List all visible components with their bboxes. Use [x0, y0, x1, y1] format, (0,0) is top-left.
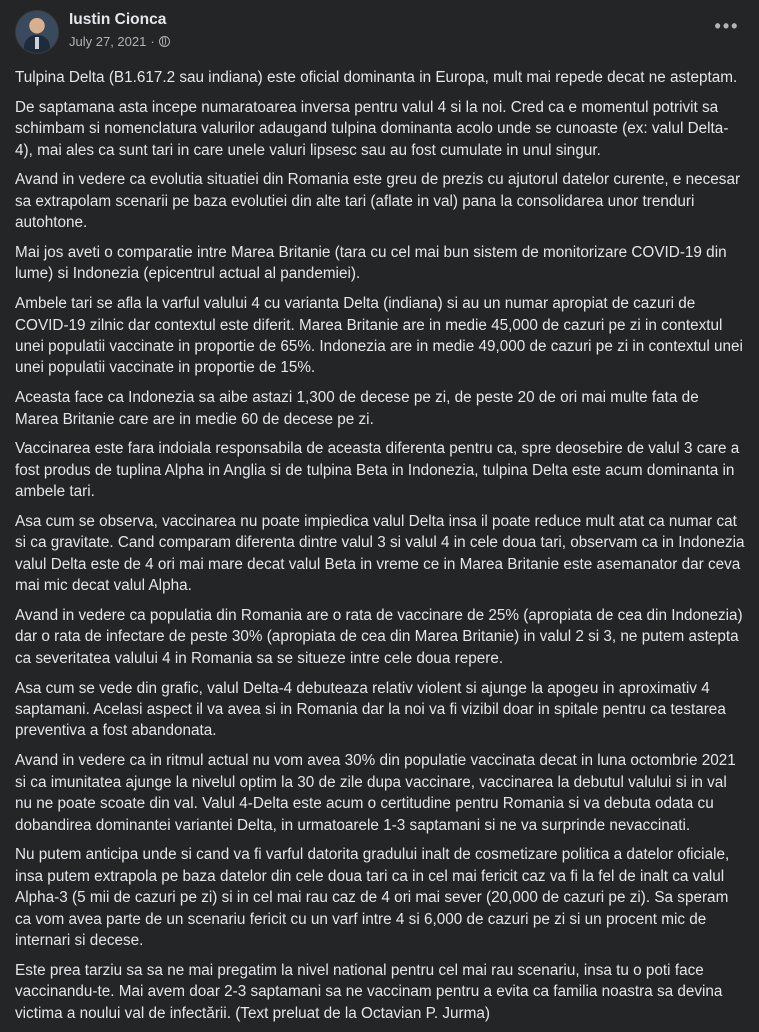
post-paragraph: De saptamana asta incepe numaratoarea inversa pentru valul 4 si la noi. Cred ca e momentul potrivit sa schimbam si nomenclatura valurilor adaugand tulpina dominanta acolo unde se cunoaste (ex: valul Delta-4), mai ales ca sunt tari in care unele valuri lipsesc sau au fost cumulate in unul singur. [15, 98, 729, 159]
post-paragraph: Mai jos aveti o comparatie intre Marea Britanie (tara cu cel mai bun sistem de monitorizare COVID-19 din lume) si Indonezia (epicentrul actual al pandemiei). [15, 244, 727, 283]
more-horizontal-icon: ••• [714, 16, 740, 36]
post-paragraph: Asa cum se observa, vaccinarea nu poate impiedica valul Delta insa il poate reduce mult atat ca numar cat si ca gravitate. Cand comparam diferenta dintre valul 3 si valul 4 in cele doua tari, observam ca in Indonezia valul Delta este de 4 ori mai mare decat valul Beta in vreme ce in Marea Britanie este asemanator dar ceva mai mic decat valul Alpha. [15, 513, 745, 595]
post-paragraph: Vaccinarea este fara indoiala responsabila de aceasta diferenta pentru ca, spre deosebire de valul 3 care a fost produs de tuplina Alpha in Anglia si de tulpina Beta in Indonezia, tulpina Delta este acum dominanta in ambele tari. [15, 440, 740, 501]
post-body [15, 67, 745, 1032]
post-paragraph: Tulpina Delta (B1.617.2 sau indiana) este oficial dominanta in Europa, mult mai repede decat ne asteptam. [15, 69, 738, 86]
meta-separator: · [150, 34, 155, 49]
post-paragraph: Aceasta face ca Indonezia sa aibe astazi 1,300 de decese pe zi, de peste 20 de ori mai multe fata de Marea Britanie care are in medie 60 de decese pe zi. [15, 389, 699, 428]
post-meta [69, 34, 170, 49]
avatar[interactable] [15, 10, 59, 54]
avatar-tie [35, 37, 39, 49]
globe-icon[interactable] [159, 36, 170, 47]
post-paragraph: Avand in vedere ca populatia din Romania are o rata de vaccinare de 25% (apropiata de cea din Indonezia) dar o rata de infectare de peste 30% (apropiata de cea din Marea Britanie) in valul 2 si 3, ne putem astepta ca severitatea valului 4 in Romania sa se situeze intre cele doua repere. [15, 607, 743, 667]
post-paragraph: Este prea tarziu sa sa ne mai pregatim la nivel national pentru cel mai rau scenariu, insa tu o poti face vaccinandu-te. Mai avem doar 2-3 saptamani sa ne vaccinam pentru a evita ca familia noastra sa devina victima a noului val de infectării. (Text preluat de la Octavian P. Jurma) [15, 961, 723, 1022]
post-header [15, 10, 745, 56]
post-paragraph: Asa cum se vede din grafic, valul Delta-4 debuteaza relativ violent si ajunge la apogeu in aproximativ 4 saptamani. Acelasi aspect il va avea si in Romania dar la noi va fi vizibil doar in spitale pentru ca testarea preventiva a fost abandonata. [15, 679, 726, 740]
post-paragraph: Nu putem anticipa unde si cand va fi varful datorita gradului inalt de cosmetizare politica a datelor oficiale, insa putem extrapola pe baza datelor din cele doua tari ca in cel mai fericit caz va fi la fel de inalt ca valul Alpha-3 (5 mii de cazuri pe zi) si in cel mai rau caz de 4 ori mai sever (20,000 de cazuri pe zi). Sa speram ca vom avea parte de un scenariu fericit cu un varf intre 4 si 6,000 de cazuri pe zi si un procent mic de internari si decese. [15, 846, 730, 949]
author-name[interactable]: Iustin Cionca [69, 11, 167, 28]
post-paragraph: Avand in vedere ca in ritmul actual nu vom avea 30% din populatie vaccinata decat in luna octombrie 2021 si ca imunitatea ajunge la nivelul optim la 30 de zile dupa vaccinare, vaccinarea la debutul valului si in val nu ne poate scoate din val. Valul 4-Delta este acum o certitudine pentru Romania si va debuta odata cu dobandirea dominantei variantei Delta, in urmatoarele 1-3 saptamani si ne va surprinde nevaccinati. [15, 752, 736, 834]
post-paragraph: Avand in vedere ca evolutia situatiei din Romania este greu de prezis cu ajutorul datelor curente, e necesar sa extrapolam scenarii pe baza evolutiei din alte tari (aflate in val) pana la consolidarea unor trenduri autohtone. [15, 171, 741, 232]
post-date[interactable]: July 27, 2021 [69, 34, 147, 49]
post-paragraph: Ambele tari se afla la varful valului 4 cu varianta Delta (indiana) si au un numar apropiat de cazuri de COVID-19 zilnic dar contextul este diferit. Marea Britanie are in medie 45,000 de cazuri pe zi in contextul unei populatii vaccinate in proportie de 65%. Indonezia are in medie 49,000 de cazuri pe zi in contextul unei unei populatii vaccinate in proportie de 15%. [15, 295, 743, 377]
more-options-button[interactable] [709, 16, 745, 44]
